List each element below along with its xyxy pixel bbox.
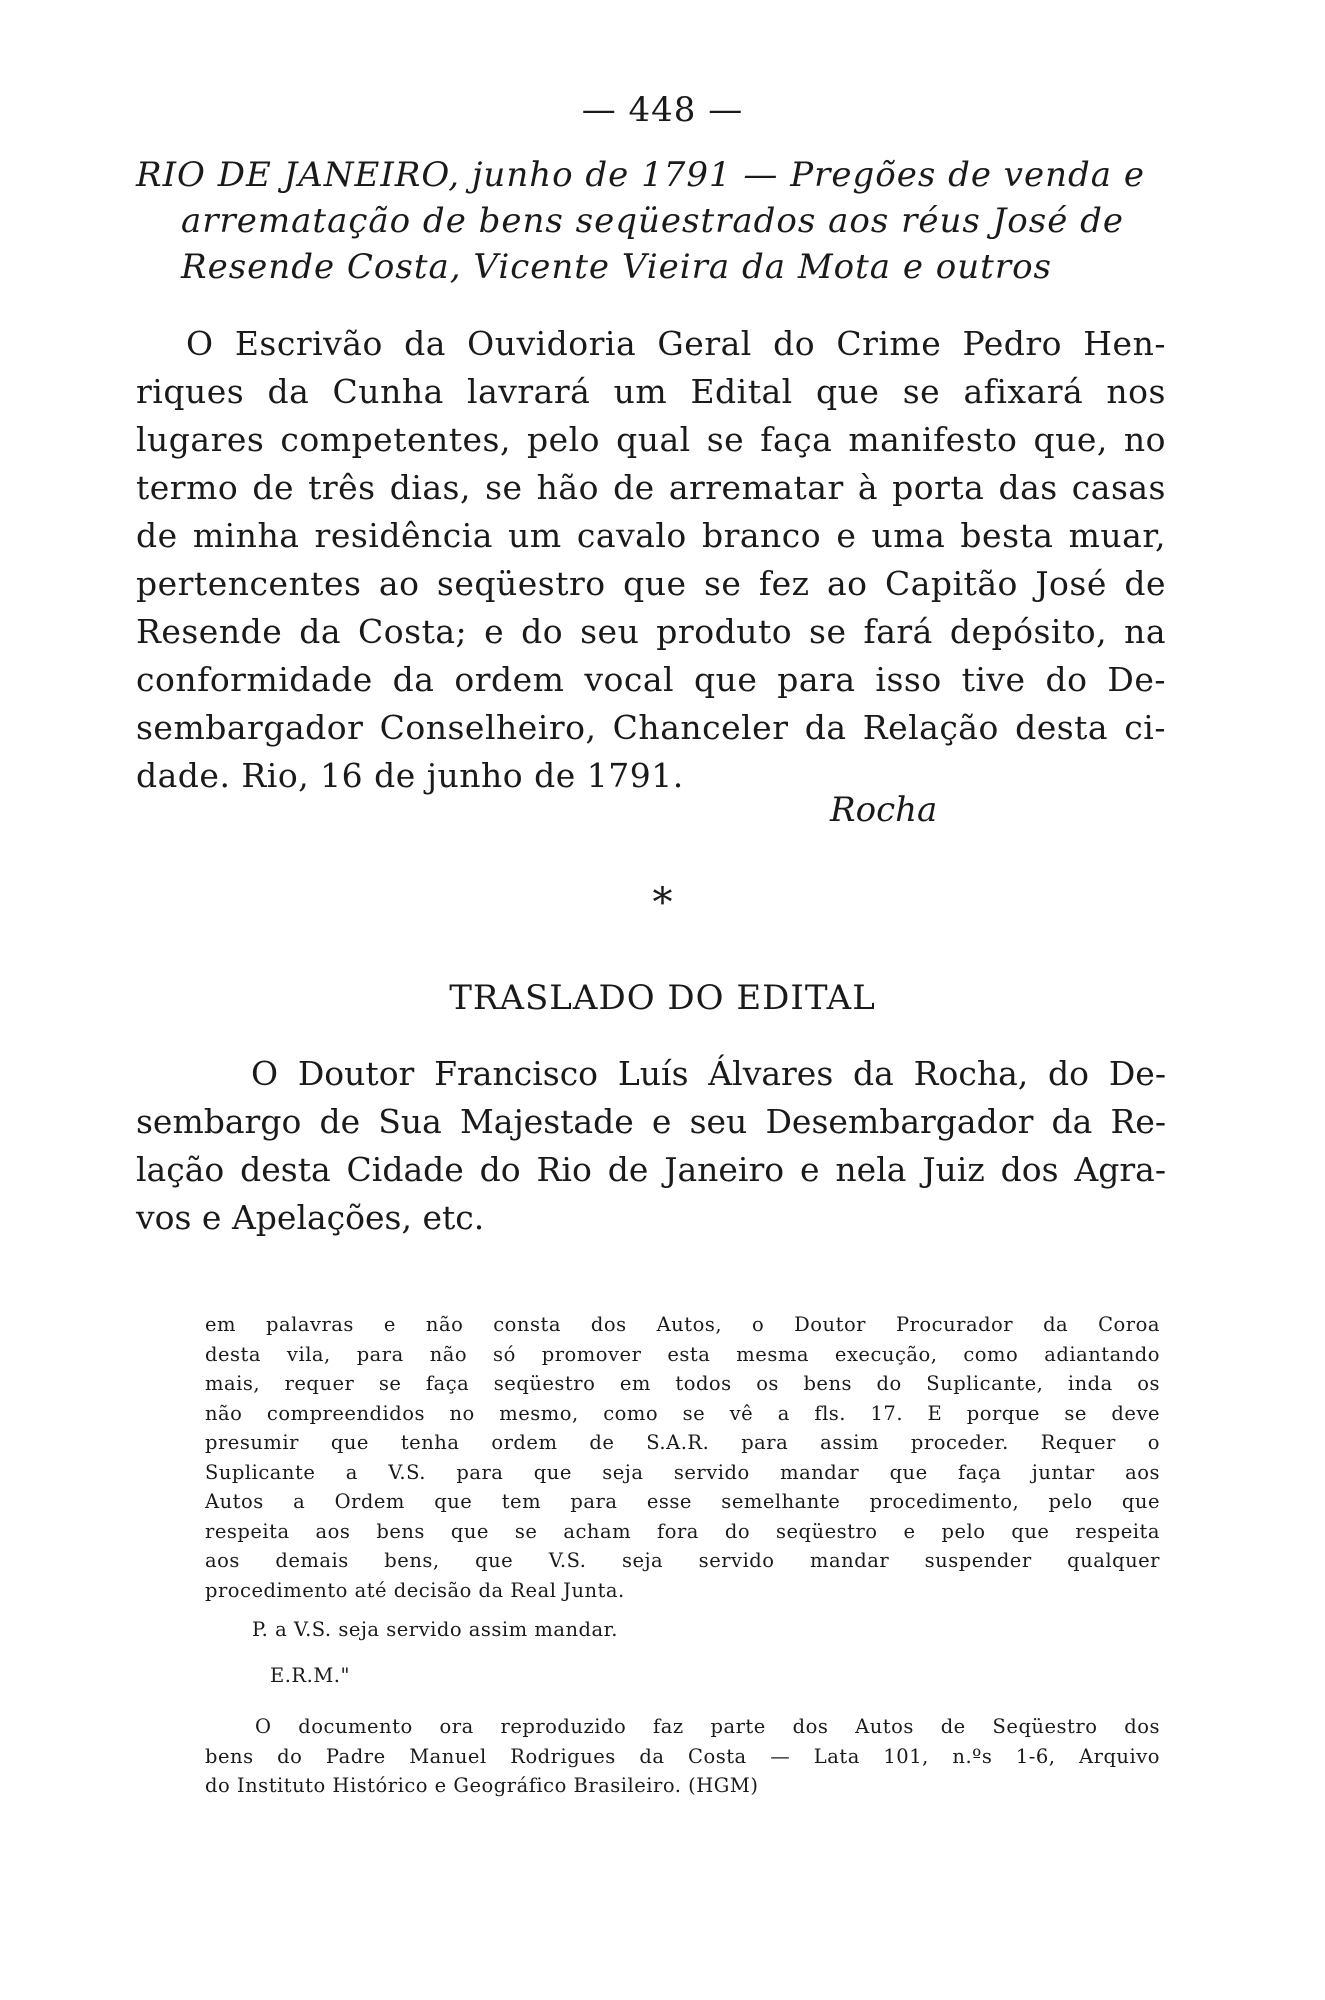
body-line: pertencentes ao seqüestro que se fez ao Capitão José de <box>136 564 1166 603</box>
quoted-petition <box>205 1310 1160 1605</box>
body-line: de minha residência um cavalo branco e uma besta muar, <box>136 516 1166 555</box>
petition-line: não compreendidos no mesmo, como se vê a fls. 17. E porque se deve <box>205 1401 1160 1425</box>
petition-line: em palavras e não consta dos Autos, o Doutor Procurador da Coroa <box>205 1313 1160 1336</box>
document-title <box>136 152 1166 290</box>
body-line: Resende da Costa; e do seu produto se fará depósito, na <box>136 612 1166 651</box>
petition-line: procedimento até decisão da Real Junta. <box>205 1578 625 1602</box>
edital-line: lação desta Cidade do Rio de Janeiro e nela Juiz dos Agra- <box>136 1150 1166 1189</box>
note-line: O documento ora reproduzido faz parte dos Autos de Seqüestro dos <box>255 1715 1160 1738</box>
edital-paragraph <box>136 1050 1166 1242</box>
body-line: dade. Rio, 16 de junho de 1791. <box>136 756 684 795</box>
note-line: bens do Padre Manuel Rodrigues da Costa — Lata 101, n.ºs 1-6, Arquivo <box>205 1744 1160 1768</box>
body-line: sembargador Conselheiro, Chanceler da Relação desta ci- <box>136 708 1166 747</box>
petition-line: aos demais bens, que V.S. seja servido mandar suspender qualquer <box>205 1549 1160 1572</box>
note-line: do Instituto Histórico e Geográfico Brasileiro. (HGM) <box>205 1774 759 1797</box>
title-line: arrematação de bens seqüestrados aos réus José de <box>181 201 1125 241</box>
body-line: riques da Cunha lavrará um Edital que se afixará nos <box>136 372 1166 411</box>
edital-line: vos e Apelações, etc. <box>136 1198 485 1237</box>
edital-line: O Doutor Francisco Luís Álvares da Rocha, do De- <box>251 1054 1166 1093</box>
body-line: conformidade da ordem vocal que para isso tive do De- <box>136 660 1166 699</box>
petition-line: presumir que tenha ordem de S.A.R. para assim proceder. Requer o <box>205 1431 1160 1454</box>
erm-line: E.R.M." <box>270 1664 350 1687</box>
section-title: TRASLADO DO EDITAL <box>449 978 876 1018</box>
page-number: — 448 — <box>581 90 744 130</box>
title-line: RIO DE JANEIRO, junho de 1791 — Pregões de venda e <box>136 155 1145 195</box>
signature: Rocha <box>830 790 938 830</box>
body-paragraph <box>136 320 1166 800</box>
body-line: lugares competentes, pelo qual se faça manifesto que, no <box>136 420 1166 459</box>
petition-line: mais, requer se faça seqüestro em todos os bens do Suplicante, inda os <box>205 1372 1160 1395</box>
edital-line: sembargo de Sua Majestade e seu Desembargador da Re- <box>136 1102 1166 1141</box>
petition-line: desta vila, para não só promover esta mesma execução, como adiantando <box>205 1342 1160 1366</box>
source-note <box>205 1712 1160 1801</box>
petition-line: respeita aos bens que se acham fora do seqüestro e pelo que respeita <box>205 1519 1160 1543</box>
title-line: Resende Costa, Vicente Vieira da Mota e outros <box>181 247 1052 287</box>
asterisk-separator: * <box>652 880 673 926</box>
body-line: O Escrivão da Ouvidoria Geral do Crime Pedro Hen- <box>186 324 1166 363</box>
petition-line: Autos a Ordem que tem para esse semelhante procedimento, pelo que <box>205 1490 1160 1513</box>
request-line: P. a V.S. seja servido assim mandar. <box>252 1618 619 1641</box>
body-line: termo de três dias, se hão de arrematar à porta das casas <box>136 468 1166 507</box>
petition-line: Suplicante a V.S. para que seja servido mandar que faça juntar aos <box>205 1460 1160 1484</box>
